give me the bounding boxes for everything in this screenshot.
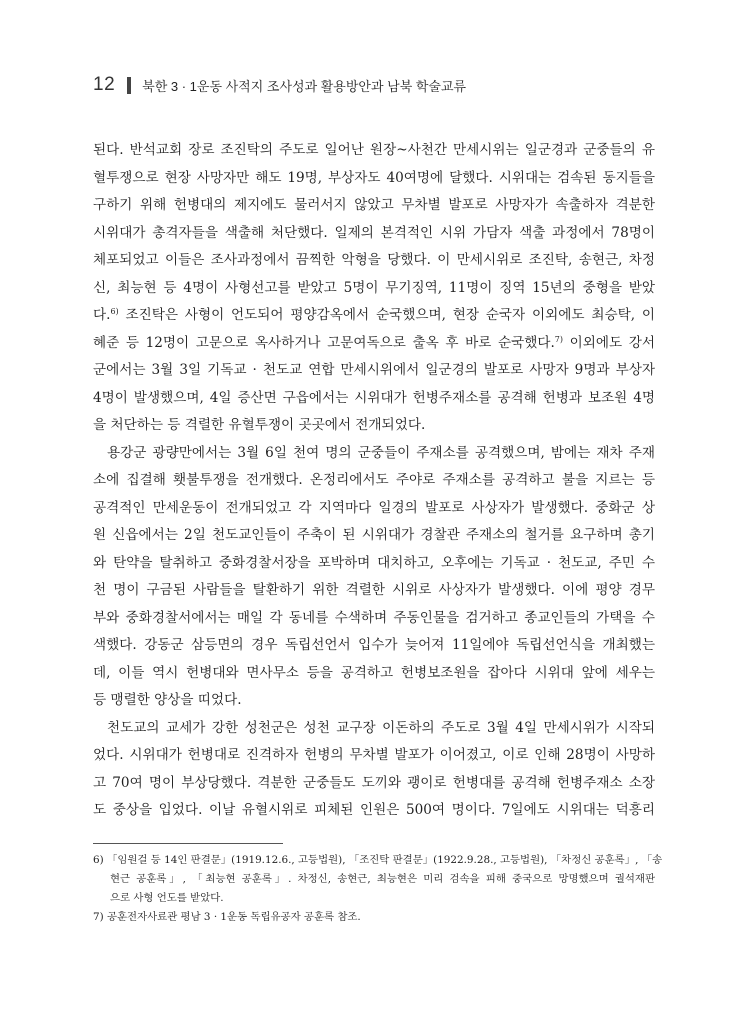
text-line: 소에 집결해 횃불투쟁을 전개했다. 온정리에서도 주야로 주재소를 공격하고 불을 지르는 등: [93, 472, 655, 488]
text-segment: 이외에도 강서: [563, 334, 655, 351]
text-line: 데, 이들 역시 헌병대와 면사무소 등을 공격하고 헌병보조원을 잡아다 시위대 앞에 세우는: [93, 664, 655, 681]
text-line: 군에서는 3월 3일 기독교 · 천도교 연합 만세시위에서 일군경의 발포로 사망자 9명과 부상자: [93, 362, 655, 378]
text-line: 원 신읍에서는 2일 천도교인들이 주축이 된 시위대가 경찰관 주재소의 철거를 요구하며 총기: [93, 527, 655, 543]
text-line: 신, 최능현 등 4명이 사형선고를 받았고 5명이 무기징역, 11명이 징역 15년의 중형을 받았: [93, 279, 655, 296]
text-line: 천도교의 교세가 강한 성천군은 성천 교구장 이돈하의 주도로 3월 4일 만세시위가 시작되: [107, 719, 655, 736]
text-line: 혈투쟁으로 현장 사망자만 해도 19명, 부상자도 40여명에 달했다. 시위대는 검속된 동지들을: [93, 169, 655, 186]
text-line: 시위대가 총격자들을 색출해 처단했다. 일제의 본격적인 시위 가담자 색출 과정에서 78명이: [93, 224, 655, 241]
text-line: 등 맹렬한 양상을 띠었다.: [93, 692, 242, 708]
body-text: [93, 137, 655, 825]
text-line: 구하기 위해 헌병대의 제지에도 물러서지 않았고 무차별 발포로 사망자가 속출하자 격분한: [93, 197, 655, 213]
page-number: 12: [93, 74, 116, 95]
text-segment: 조진탁은 사형이 언도되어 평양감옥에서 순국했으며, 현장 순국자 이외에도 최승탁, 이: [118, 307, 655, 323]
text-line: 천 명이 구금된 사람들을 탈환하기 위한 격렬한 시위로 사상자가 발생했다. 이에 평양 경무: [93, 582, 655, 598]
footnote-line: 7) 공훈전자사료관 평남 3 · 1운동 독립유공자 공훈록 참조.: [93, 911, 361, 923]
footnote-line: 6) 「임원걸 등 14인 판결문」(1919.12.6., 고등법원), 「조진탁 판결문」(1922.9.28., 고등법원), 「차정신 공훈록」, 「송: [93, 854, 663, 866]
text-line: 색했다. 강동군 삼등면의 경우 독립선언서 입수가 늦어져 11일에야 독립선언식을 개최했는: [93, 637, 655, 653]
text-line: 공격적인 만세운동이 전개되었고 각 지역마다 일경의 발포로 사상자가 발생했다. 중화군 상: [93, 499, 655, 516]
text-line: [93, 302, 655, 330]
running-title: 북한 3 · 1운동 사적지 조사성과 활용방안과 남북 학술교류: [142, 78, 467, 94]
footnote-line: 현근 공훈록」, 「최능현 공훈록」. 차정신, 송현근, 최능현은 미리 검속을 피해 중국으로 망명했으며 궐석재판: [110, 873, 655, 885]
text-segment: 다.: [93, 307, 111, 323]
footnote-line: 으로 사형 언도를 받았다.: [110, 892, 224, 904]
footnote-marker[interactable]: 6): [110, 307, 119, 316]
footnote-marker[interactable]: 7): [554, 334, 564, 344]
text-line: 와 탄약을 탈취하고 중화경찰서장을 포박하며 대치하고, 오후에는 기독교 · 천도교, 주민 수: [93, 554, 655, 571]
text-line: 된다. 반석교회 장로 조진탁의 주도로 일어난 원장~사천간 만세시위는 일군경과 군중들의 유: [93, 142, 655, 158]
footnote-divider: [93, 843, 283, 844]
text-line: 부와 중화경찰서에서는 매일 각 동네를 수색하며 주동인물을 검거하고 종교인들의 가택을 수: [93, 609, 655, 626]
text-line: [93, 330, 655, 358]
footnotes: [93, 851, 663, 927]
text-line: 을 처단하는 등 격렬한 유혈투쟁이 곳곳에서 전개되었다.: [93, 417, 426, 433]
text-line: 4명이 발생했으며, 4일 증산면 구읍에서는 시위대가 헌병주재소를 공격해 헌병과 보조원 4명: [93, 389, 655, 406]
text-segment: 혜준 등 12명이 고문으로 옥사하거나 고문여독으로 출옥 후 바로 순국했다.: [93, 334, 555, 351]
text-line: 었다. 시위대가 헌병대로 진격하자 헌병의 무차별 발포가 이어졌고, 이로 인해 28명이 사망하: [93, 747, 655, 763]
page-header: [93, 72, 466, 98]
text-line: 용강군 광량만에서는 3월 6일 천여 명의 군중들이 주재소를 공격했으며, 밤에는 재차 주재: [107, 444, 655, 461]
text-line: 도 중상을 입었다. 이날 유혈시위로 피체된 인원은 500여 명이다. 7일에도 시위대는 덕흥리: [93, 802, 655, 818]
header-divider-bar: [127, 77, 131, 94]
text-line: 체포되었고 이들은 조사과정에서 끔찍한 악형을 당했다. 이 만세시위로 조진탁, 송현근, 차정: [93, 252, 655, 268]
text-line: 고 70여 명이 부상당했다. 격분한 군중들도 도끼와 괭이로 헌병대를 공격해 헌병주재소 소장: [93, 774, 655, 791]
